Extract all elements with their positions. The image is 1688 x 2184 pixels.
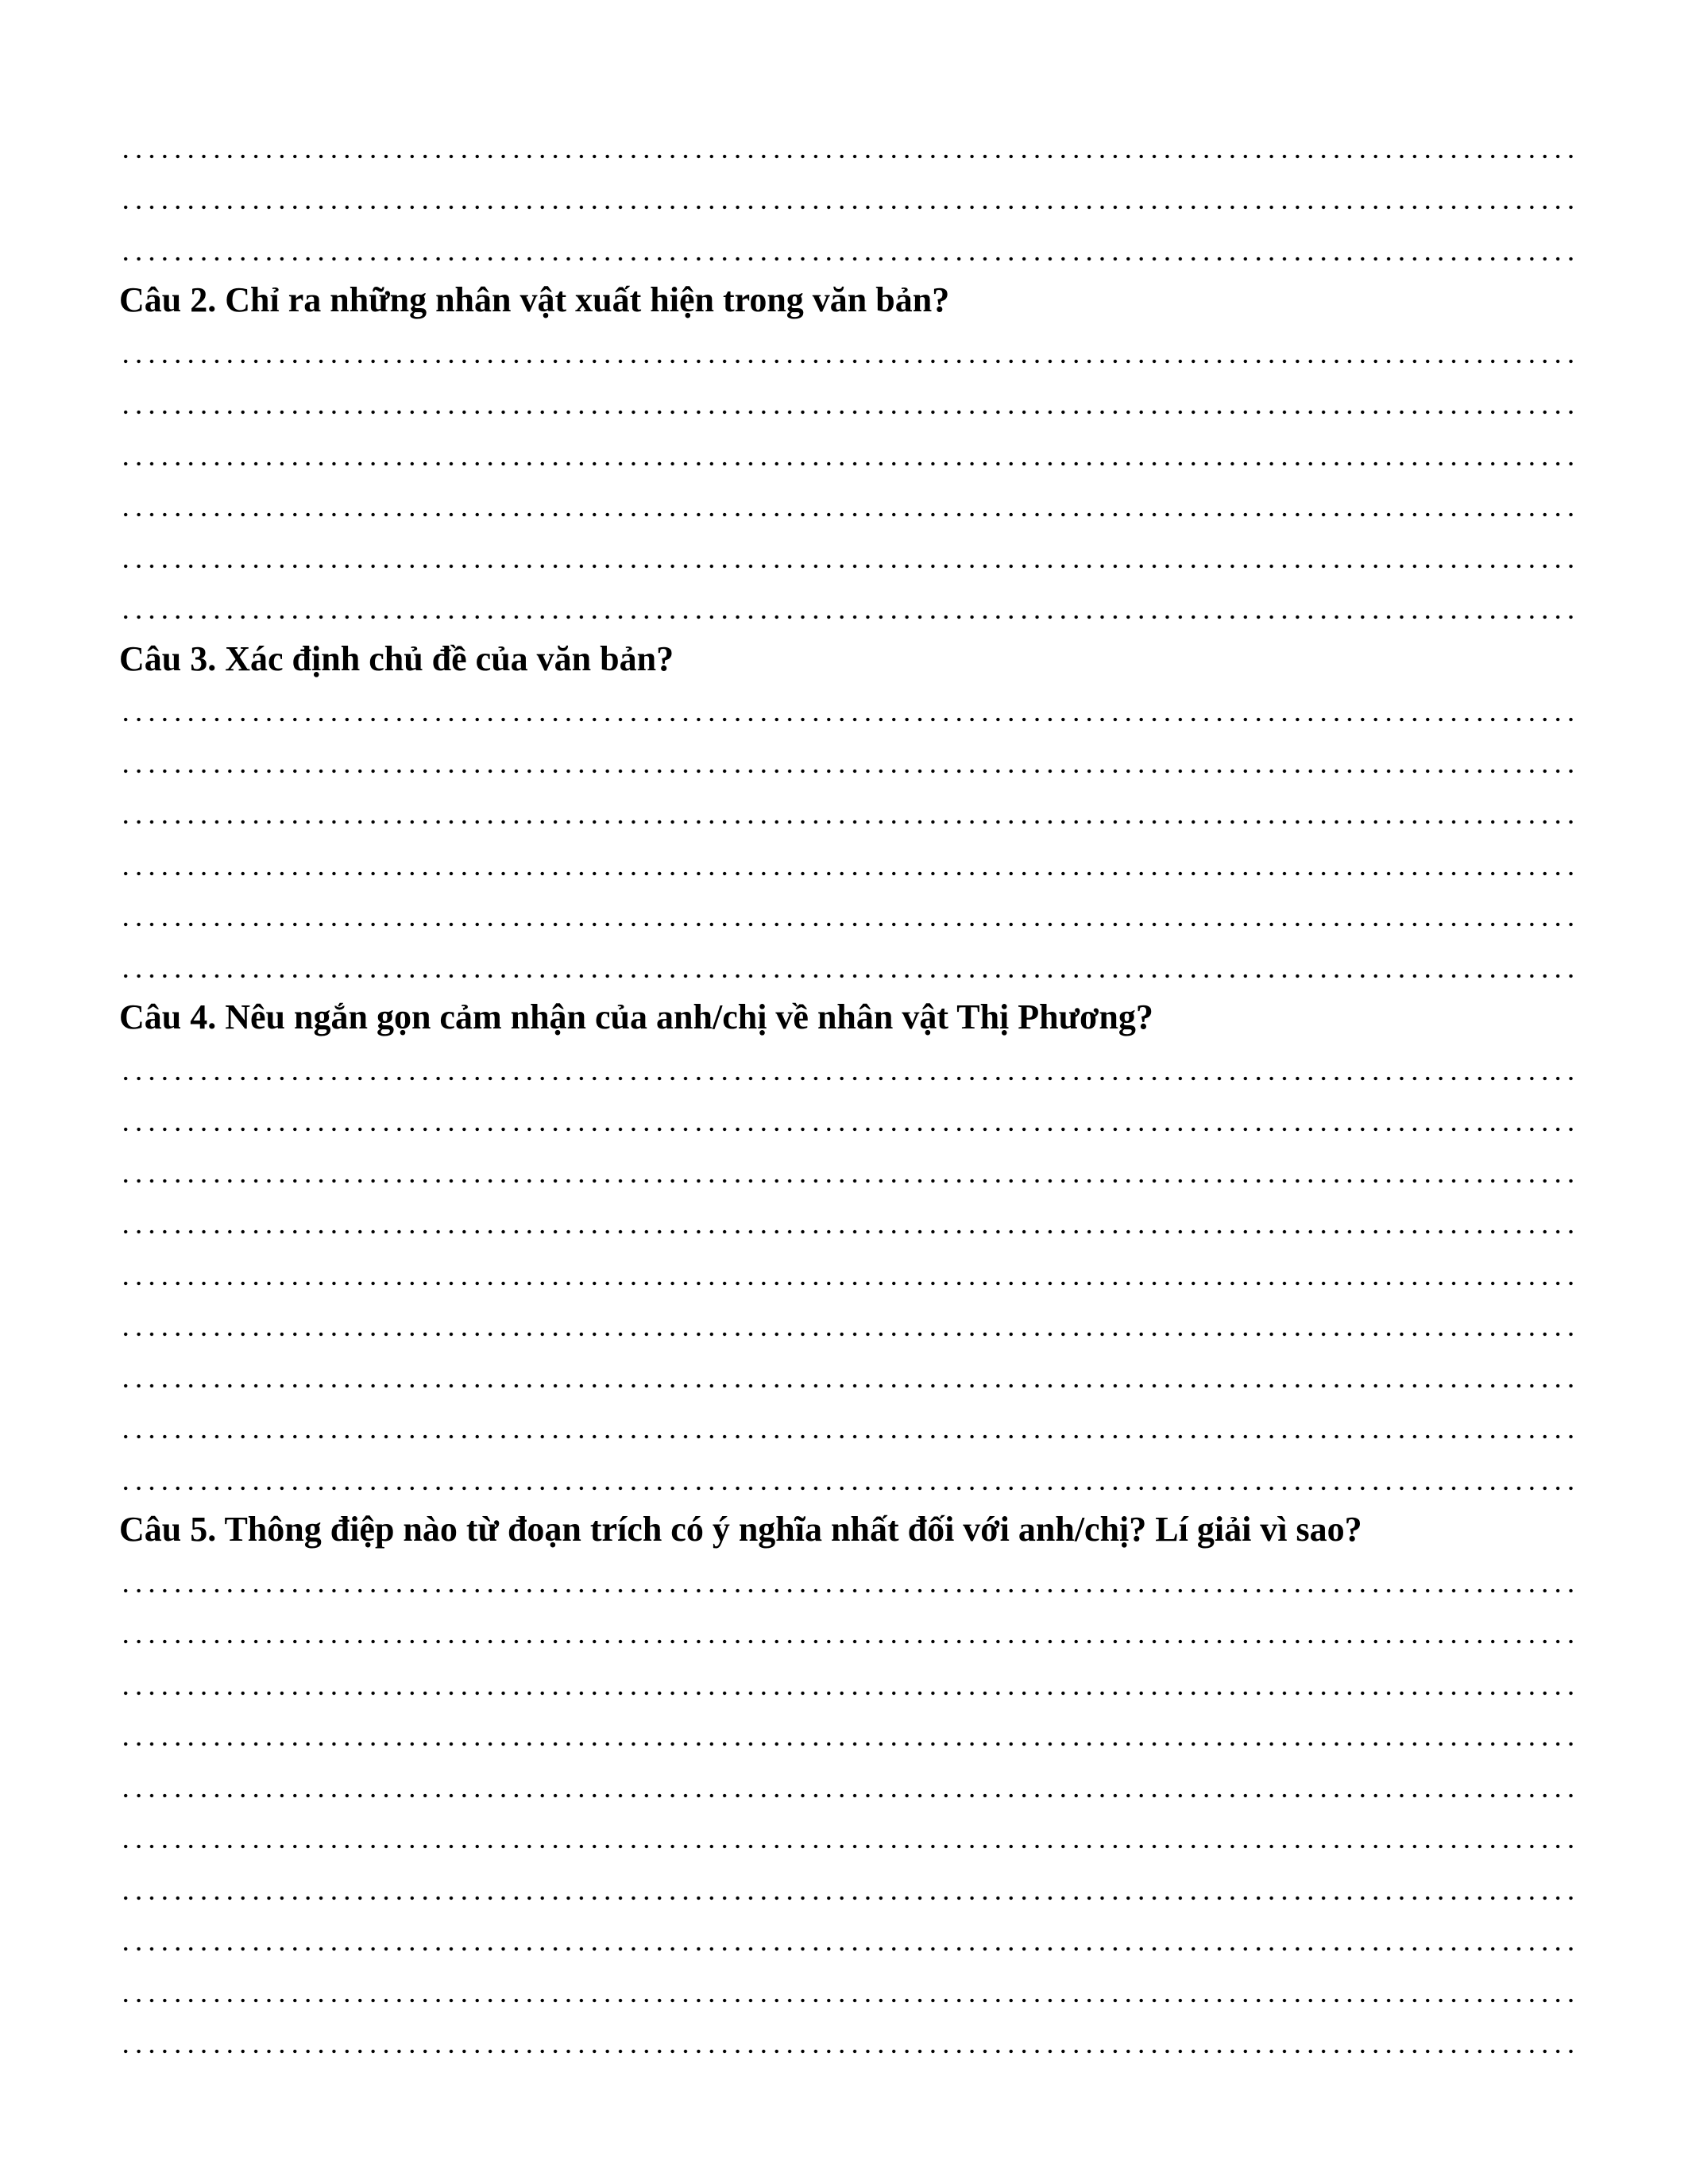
dotted-rule <box>119 256 1573 262</box>
answer-line[interactable] <box>119 1963 1573 2015</box>
dotted-rule <box>119 870 1573 877</box>
dotted-rule <box>119 1638 1573 1645</box>
dotted-rule <box>119 1126 1573 1133</box>
dotted-rule <box>119 153 1573 160</box>
dotted-rule <box>119 973 1573 979</box>
question-heading <box>119 990 1573 1042</box>
answer-line[interactable] <box>119 1605 1573 1657</box>
answer-line[interactable] <box>119 1656 1573 1707</box>
answer-line[interactable] <box>119 2015 1573 2066</box>
dotted-rule <box>119 563 1573 569</box>
answer-line[interactable] <box>119 734 1573 785</box>
answer-line[interactable] <box>119 1861 1573 1912</box>
answer-line[interactable] <box>119 1758 1573 1810</box>
question-heading <box>119 273 1573 325</box>
answer-line[interactable] <box>119 119 1573 171</box>
dotted-rule <box>119 1075 1573 1082</box>
dotted-rule <box>119 461 1573 467</box>
answer-line[interactable] <box>119 581 1573 632</box>
answer-line[interactable] <box>119 171 1573 222</box>
dotted-rule <box>119 1383 1573 1389</box>
dotted-rule <box>119 1588 1573 1594</box>
question-text: Câu 5. Thông điệp nào từ đoạn trích có ý nghĩa nhất đối với anh/chị? Lí giải vì sao? <box>119 1510 1362 1549</box>
answer-line[interactable] <box>119 888 1573 940</box>
dotted-rule <box>119 2048 1573 2055</box>
answer-line[interactable] <box>119 324 1573 376</box>
dotted-rule <box>119 1331 1573 1337</box>
dotted-rule <box>119 716 1573 723</box>
dotted-rule <box>119 1280 1573 1287</box>
answer-line[interactable] <box>119 1707 1573 1759</box>
answer-line[interactable] <box>119 939 1573 990</box>
worksheet-page <box>119 119 1573 2066</box>
answer-line[interactable] <box>119 529 1573 581</box>
dotted-rule <box>119 1843 1573 1850</box>
answer-line[interactable] <box>119 1553 1573 1605</box>
dotted-rule <box>119 1485 1573 1491</box>
question-heading <box>119 631 1573 683</box>
dotted-rule <box>119 511 1573 518</box>
dotted-rule <box>119 1178 1573 1184</box>
answer-line[interactable] <box>119 683 1573 735</box>
question-text: Câu 3. Xác định chủ đề của văn bản? <box>119 639 674 678</box>
dotted-rule <box>119 1229 1573 1235</box>
answer-line[interactable] <box>119 426 1573 478</box>
answer-line[interactable] <box>119 1041 1573 1093</box>
dotted-rule <box>119 1895 1573 1901</box>
dotted-rule <box>119 1741 1573 1747</box>
dotted-rule <box>119 768 1573 774</box>
dotted-rule <box>119 614 1573 620</box>
dotted-rule <box>119 1792 1573 1799</box>
question-text: Câu 4. Nêu ngắn gọn cảm nhận của anh/chị về nhân vật Thị Phương? <box>119 997 1153 1036</box>
answer-line[interactable] <box>119 1451 1573 1503</box>
answer-line[interactable] <box>119 1195 1573 1247</box>
dotted-rule <box>119 204 1573 210</box>
answer-line[interactable] <box>119 478 1573 530</box>
answer-line[interactable] <box>119 1144 1573 1195</box>
answer-line[interactable] <box>119 1246 1573 1298</box>
answer-line[interactable] <box>119 785 1573 837</box>
answer-line[interactable] <box>119 1912 1573 1964</box>
question-heading <box>119 1503 1573 1554</box>
dotted-rule <box>119 358 1573 365</box>
answer-line[interactable] <box>119 1349 1573 1400</box>
answer-line[interactable] <box>119 1093 1573 1144</box>
answer-line[interactable] <box>119 1400 1573 1452</box>
dotted-rule <box>119 1433 1573 1440</box>
dotted-rule <box>119 921 1573 928</box>
answer-line[interactable] <box>119 1298 1573 1349</box>
answer-line[interactable] <box>119 836 1573 888</box>
dotted-rule <box>119 1946 1573 1952</box>
dotted-rule <box>119 409 1573 415</box>
dotted-rule <box>119 819 1573 825</box>
answer-line[interactable] <box>119 222 1573 273</box>
answer-line[interactable] <box>119 1810 1573 1862</box>
dotted-rule <box>119 1997 1573 2004</box>
answer-line[interactable] <box>119 376 1573 427</box>
dotted-rule <box>119 1690 1573 1696</box>
question-text: Câu 2. Chỉ ra những nhân vật xuất hiện trong văn bản? <box>119 280 950 319</box>
